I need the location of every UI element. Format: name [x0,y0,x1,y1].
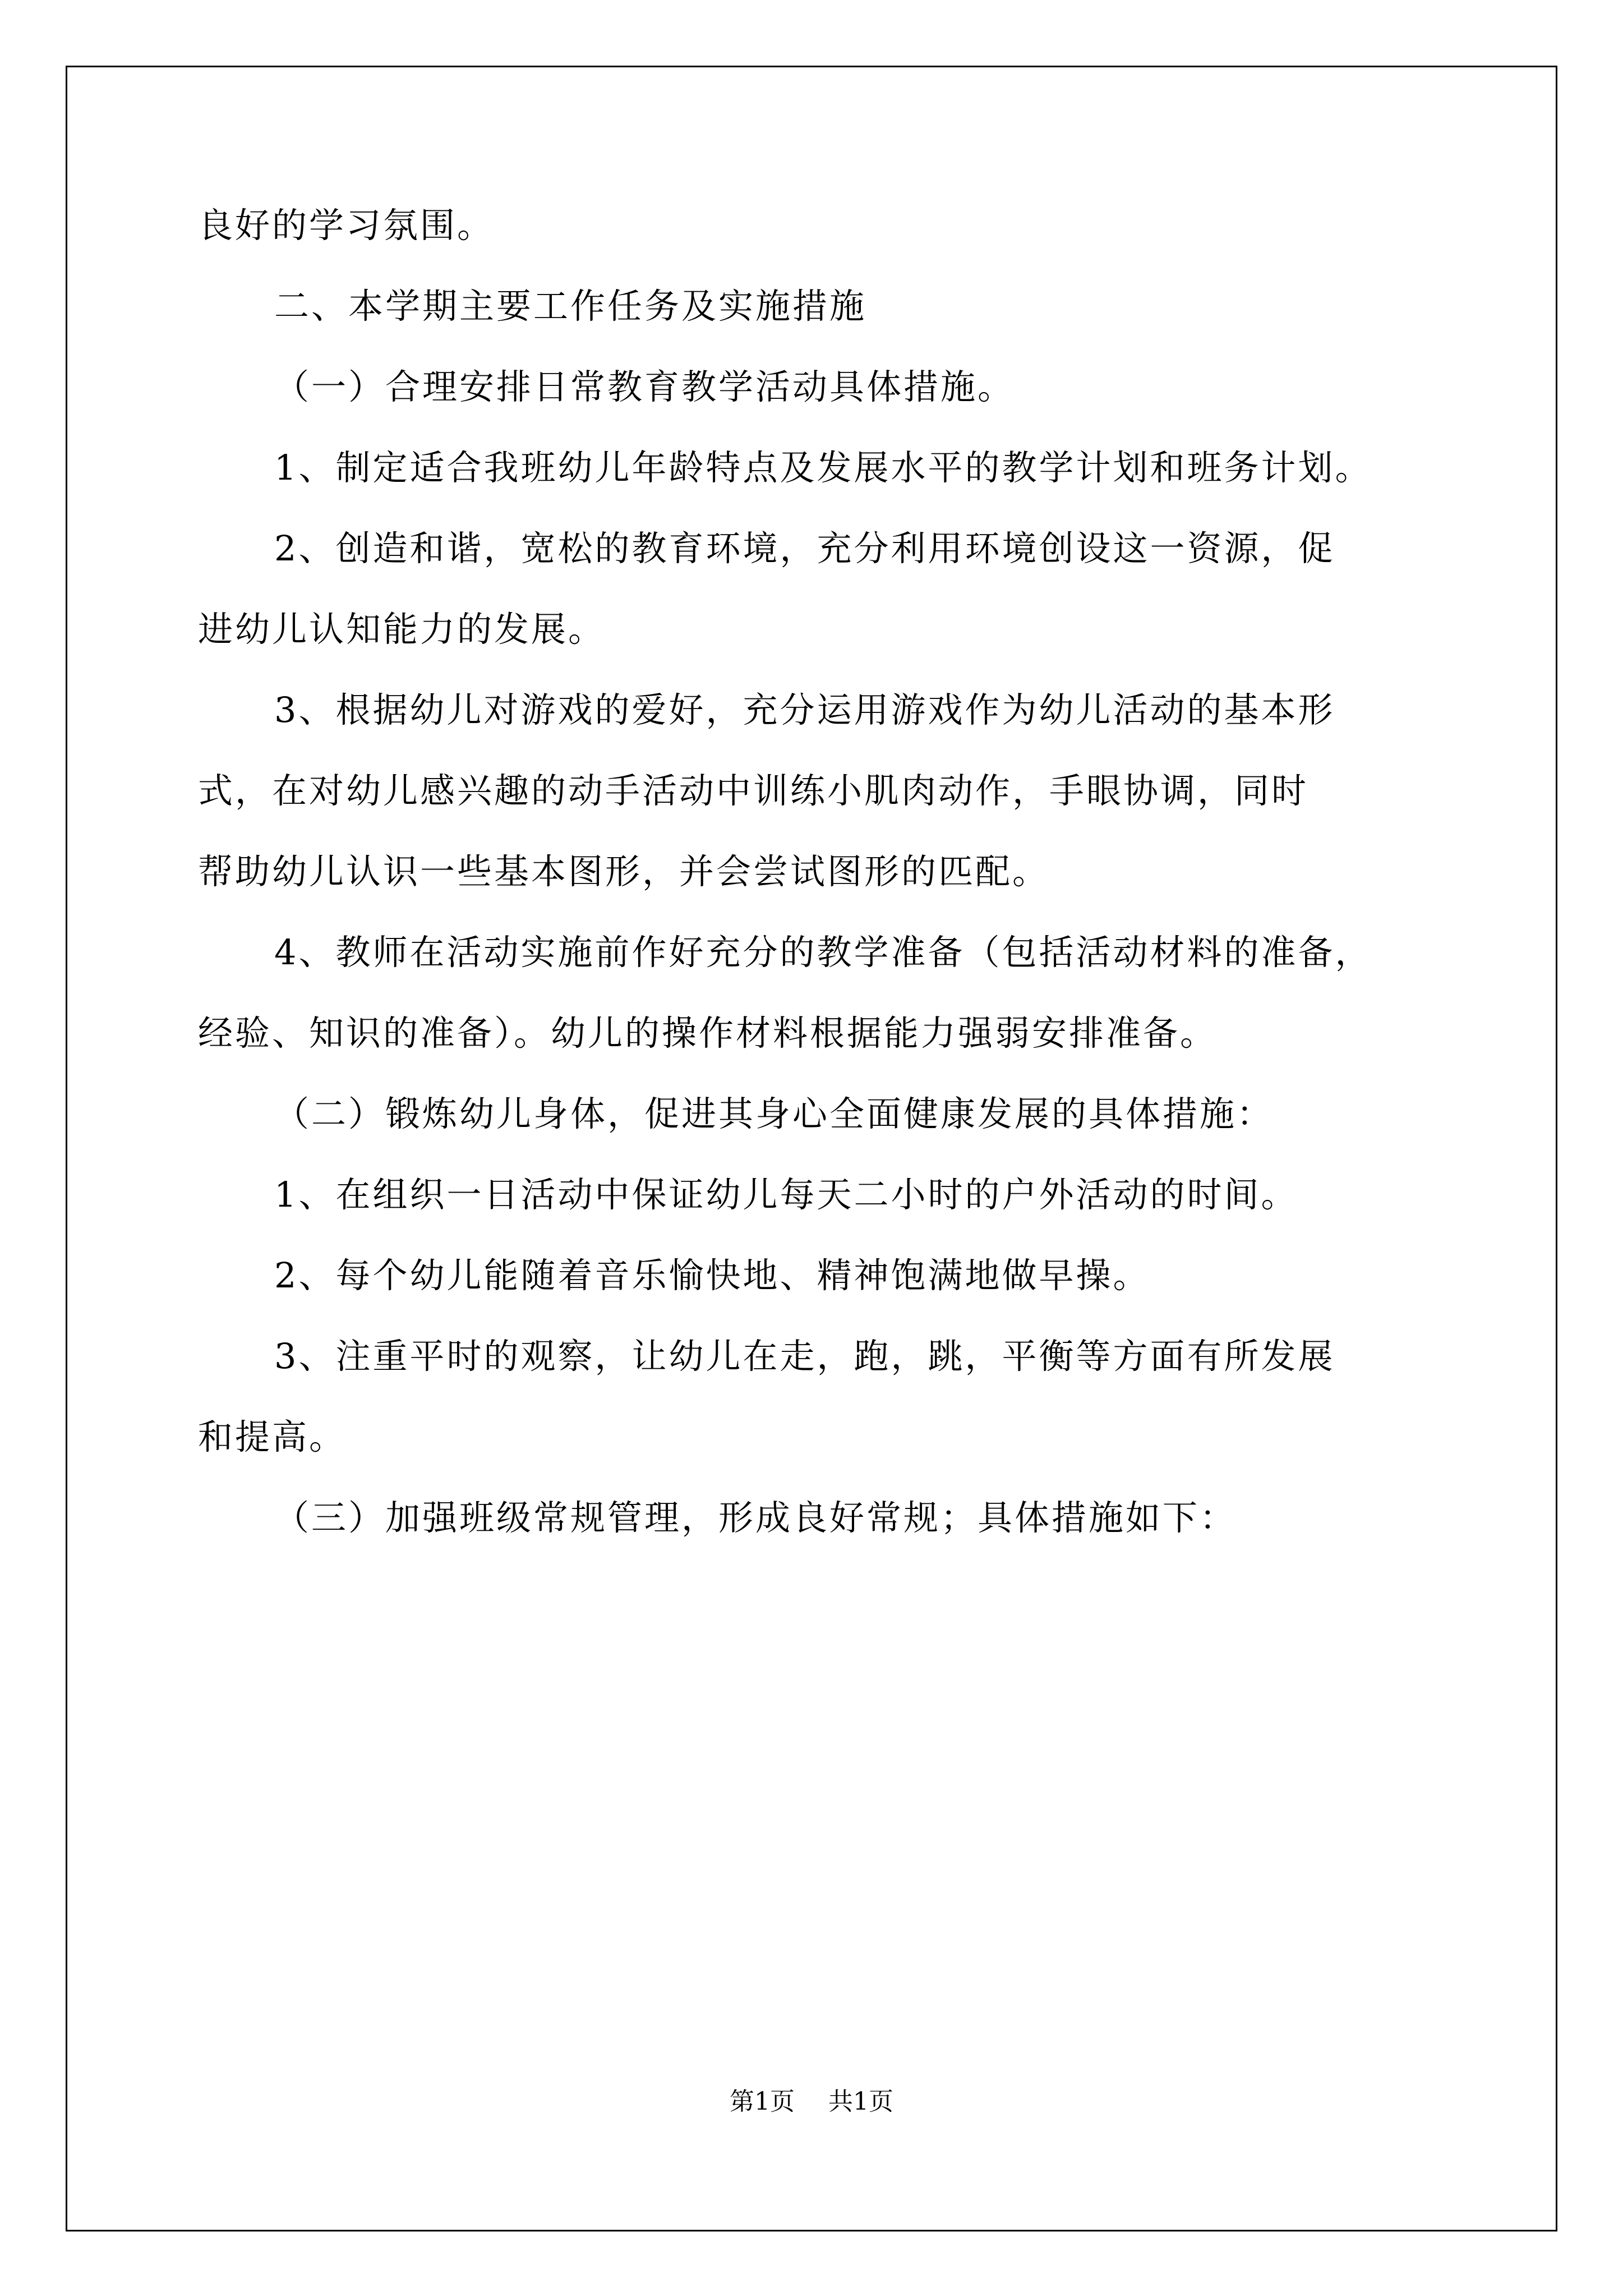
paragraph-line: 帮助幼儿认识一些基本图形，并会尝试图形的匹配。 [198,851,1050,892]
paragraph-line: 和提高。 [198,1416,347,1457]
document-body [198,185,1432,1558]
paragraph-line: 3、注重平时的观察，让幼儿在走，跑，跳，平衡等方面有所发展 [274,1336,1335,1377]
page-number: 第1页 [730,2087,795,2116]
section-heading: 二、本学期主要工作任务及实施措施 [274,286,867,326]
page-footer [0,2081,1623,2117]
subsection-heading: （一）合理安排日常教育教学活动具体措施。 [274,366,1015,407]
paragraph-line: 2、创造和谐，宽松的教育环境，充分利用环境创设这一资源，促 [274,528,1335,569]
paragraph-line: 进幼儿认知能力的发展。 [198,609,606,650]
paragraph-line: 2、每个幼儿能随着音乐愉快地、精神饱满地做早操。 [274,1255,1150,1296]
page-total: 共1页 [828,2087,893,2116]
paragraph-line: 经验、知识的准备）。幼儿的操作材料根据能力强弱安排准备。 [198,1013,1218,1053]
paragraph-line: 4、教师在活动实施前作好充分的教学准备（包括活动材料的准备， [274,932,1372,973]
paragraph-line: 3、根据幼儿对游戏的爱好，充分运用游戏作为幼儿活动的基本形 [274,689,1335,730]
paragraph-line: 1、在组织一日活动中保证幼儿每天二小时的户外活动的时间。 [274,1174,1298,1215]
subsection-heading: （三）加强班级常规管理，形成良好常规；具体措施如下： [274,1497,1237,1538]
paragraph-line: 良好的学习氛围。 [198,205,495,246]
paragraph-line: 1、制定适合我班幼儿年龄特点及发展水平的教学计划和班务计划。 [274,447,1372,488]
paragraph-line: 式，在对幼儿感兴趣的动手活动中训练小肌肉动作，手眼协调，同时 [198,770,1309,811]
subsection-heading: （二）锻炼幼儿身体，促进其身心全面健康发展的具体措施： [274,1093,1274,1134]
